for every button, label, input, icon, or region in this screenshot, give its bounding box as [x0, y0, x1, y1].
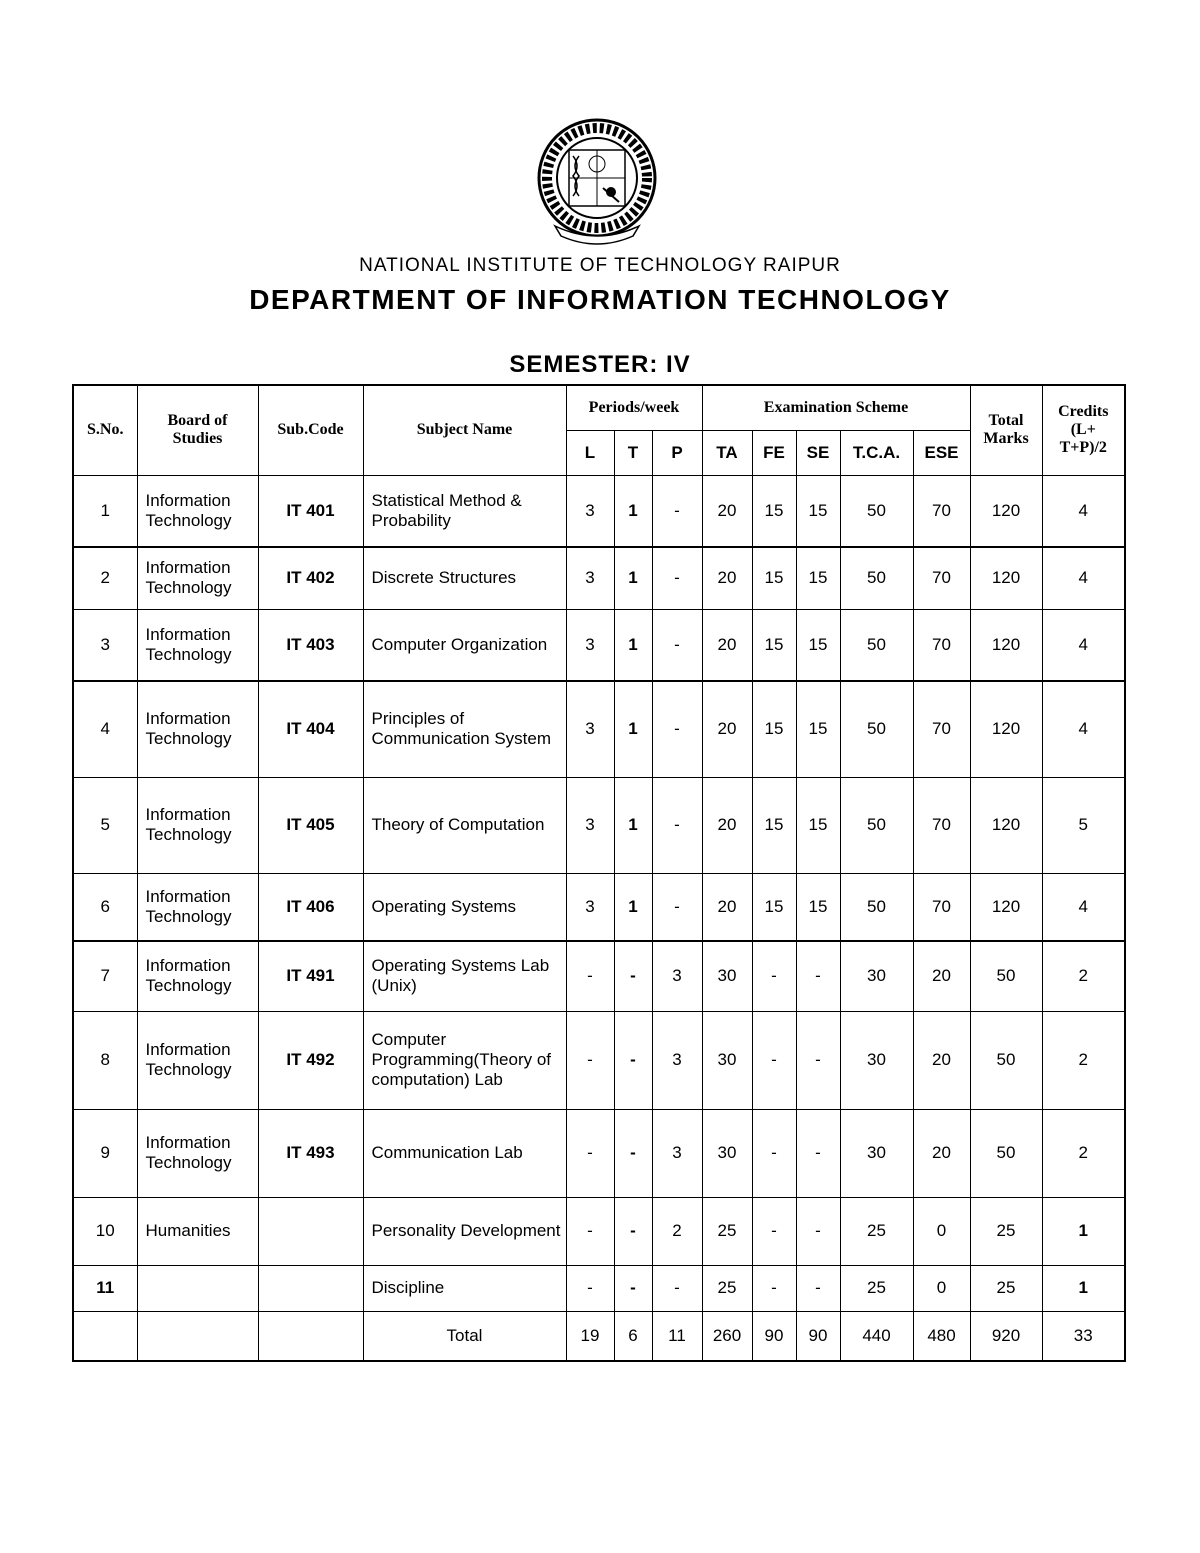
- cell-code: IT 491: [258, 941, 363, 1011]
- cell-t: -: [614, 1109, 652, 1197]
- cell-sno: 2: [73, 547, 137, 609]
- cell-code: [258, 1265, 363, 1311]
- cell-board: Information Technology: [137, 547, 258, 609]
- cell-se: -: [796, 941, 840, 1011]
- cell-fe: -: [752, 1109, 796, 1197]
- cell-tca: 50: [840, 681, 913, 777]
- cell-tca: 30: [840, 1011, 913, 1109]
- cell-board: Information Technology: [137, 941, 258, 1011]
- cell-ta: 30: [702, 1109, 752, 1197]
- cell-tca: 30: [840, 941, 913, 1011]
- cell-credits: 2: [1042, 1011, 1125, 1109]
- cell-sno: 3: [73, 609, 137, 681]
- cell-total: 120: [970, 547, 1042, 609]
- cell-sno: 11: [73, 1265, 137, 1311]
- cell-total: 50: [970, 941, 1042, 1011]
- cell-name: Operating Systems Lab (Unix): [363, 941, 566, 1011]
- cell-se: 15: [796, 777, 840, 873]
- cell-ta: 25: [702, 1197, 752, 1265]
- cell-t: -: [614, 1197, 652, 1265]
- cell-tca: 50: [840, 547, 913, 609]
- total-row: [73, 1311, 1125, 1361]
- total-ese: 480: [913, 1311, 970, 1361]
- cell-ese: 20: [913, 1109, 970, 1197]
- cell-sno: 4: [73, 681, 137, 777]
- header-se: SE: [796, 430, 840, 475]
- cell-sno: 8: [73, 1011, 137, 1109]
- cell-name: Discrete Structures: [363, 547, 566, 609]
- cell-l: -: [566, 941, 614, 1011]
- cell-total: 50: [970, 1109, 1042, 1197]
- cell-code: IT 493: [258, 1109, 363, 1197]
- cell-board: Information Technology: [137, 475, 258, 547]
- semester-title: SEMESTER: IV: [509, 351, 691, 378]
- cell-tca: 50: [840, 475, 913, 547]
- cell-l: 3: [566, 777, 614, 873]
- total-label: Total: [363, 1311, 566, 1361]
- header-t: T: [614, 430, 652, 475]
- cell-name: Personality Development: [363, 1197, 566, 1265]
- cell-name: Discipline: [363, 1265, 566, 1311]
- cell-ta: 25: [702, 1265, 752, 1311]
- cell-board: [137, 1265, 258, 1311]
- header-exam-scheme: Examination Scheme: [702, 385, 970, 430]
- cell-l: 3: [566, 681, 614, 777]
- cell-p: 3: [652, 1109, 702, 1197]
- cell-tca: 25: [840, 1265, 913, 1311]
- cell-sno: 1: [73, 475, 137, 547]
- cell-ta: 20: [702, 547, 752, 609]
- cell-total: 120: [970, 609, 1042, 681]
- header-credits: Credits (L+ T+P)/2: [1042, 385, 1125, 475]
- cell-fe: -: [752, 1197, 796, 1265]
- cell-p: -: [652, 1265, 702, 1311]
- cell-code: IT 405: [258, 777, 363, 873]
- cell-credits: 1: [1042, 1265, 1125, 1311]
- cell-se: -: [796, 1265, 840, 1311]
- header-subject-name: Subject Name: [363, 385, 566, 475]
- table-row: [73, 873, 1125, 941]
- cell-name: Statistical Method & Probability: [363, 475, 566, 547]
- scheme-table: [72, 384, 1126, 1362]
- table-body: [73, 475, 1125, 1361]
- cell-sno: 9: [73, 1109, 137, 1197]
- cell-ta: 20: [702, 475, 752, 547]
- cell-p: -: [652, 547, 702, 609]
- cell-fe: 15: [752, 777, 796, 873]
- header-periods: Periods/week: [566, 385, 702, 430]
- cell-t: -: [614, 1265, 652, 1311]
- cell-ese: 70: [913, 873, 970, 941]
- cell-ese: 20: [913, 941, 970, 1011]
- cell-se: 15: [796, 475, 840, 547]
- cell-se: 15: [796, 681, 840, 777]
- cell-code: IT 401: [258, 475, 363, 547]
- header-ese: ESE: [913, 430, 970, 475]
- cell-fe: 15: [752, 873, 796, 941]
- cell-total: 25: [970, 1197, 1042, 1265]
- cell-name: Computer Organization: [363, 609, 566, 681]
- cell-credits: 5: [1042, 777, 1125, 873]
- cell-l: -: [566, 1011, 614, 1109]
- cell-se: -: [796, 1109, 840, 1197]
- cell-t: 1: [614, 547, 652, 609]
- cell-tca: 50: [840, 609, 913, 681]
- cell-code: IT 402: [258, 547, 363, 609]
- cell-se: -: [796, 1197, 840, 1265]
- empty-cell: [73, 1311, 137, 1361]
- cell-sno: 6: [73, 873, 137, 941]
- cell-sno: 5: [73, 777, 137, 873]
- total-tca: 440: [840, 1311, 913, 1361]
- cell-se: -: [796, 1011, 840, 1109]
- cell-board: Information Technology: [137, 1011, 258, 1109]
- cell-code: IT 406: [258, 873, 363, 941]
- cell-fe: 15: [752, 609, 796, 681]
- table-row: [73, 609, 1125, 681]
- total-se: 90: [796, 1311, 840, 1361]
- cell-l: 3: [566, 609, 614, 681]
- cell-ta: 20: [702, 681, 752, 777]
- cell-t: 1: [614, 873, 652, 941]
- table-row: [73, 777, 1125, 873]
- table-row: [73, 547, 1125, 609]
- cell-t: 1: [614, 609, 652, 681]
- table-row: [73, 1011, 1125, 1109]
- cell-board: Information Technology: [137, 777, 258, 873]
- cell-total: 50: [970, 1011, 1042, 1109]
- header-ta: TA: [702, 430, 752, 475]
- total-t: 6: [614, 1311, 652, 1361]
- cell-ta: 20: [702, 777, 752, 873]
- cell-l: -: [566, 1265, 614, 1311]
- cell-credits: 4: [1042, 475, 1125, 547]
- table-row: [73, 941, 1125, 1011]
- total-p: 11: [652, 1311, 702, 1361]
- department-name: DEPARTMENT OF INFORMATION TECHNOLOGY: [249, 284, 951, 315]
- cell-l: 3: [566, 547, 614, 609]
- cell-total: 120: [970, 681, 1042, 777]
- cell-code: IT 404: [258, 681, 363, 777]
- cell-board: Humanities: [137, 1197, 258, 1265]
- institute-name: NATIONAL INSTITUTE OF TECHNOLOGY RAIPUR: [359, 255, 841, 276]
- empty-cell: [258, 1311, 363, 1361]
- cell-credits: 4: [1042, 873, 1125, 941]
- cell-tca: 25: [840, 1197, 913, 1265]
- cell-name: Computer Programming(Theory of computation) Lab: [363, 1011, 566, 1109]
- cell-ese: 20: [913, 1011, 970, 1109]
- cell-credits: 4: [1042, 547, 1125, 609]
- cell-credits: 2: [1042, 941, 1125, 1011]
- header-p: P: [652, 430, 702, 475]
- cell-ta: 30: [702, 1011, 752, 1109]
- table-row: [73, 681, 1125, 777]
- header-tca: T.C.A.: [840, 430, 913, 475]
- empty-cell: [137, 1311, 258, 1361]
- table-row: [73, 1265, 1125, 1311]
- cell-t: 1: [614, 475, 652, 547]
- cell-p: -: [652, 609, 702, 681]
- table-row: [73, 1197, 1125, 1265]
- cell-t: 1: [614, 681, 652, 777]
- cell-se: 15: [796, 609, 840, 681]
- cell-se: 15: [796, 547, 840, 609]
- cell-code: IT 403: [258, 609, 363, 681]
- cell-ese: 0: [913, 1265, 970, 1311]
- institute-seal-logo: [533, 116, 661, 252]
- cell-p: -: [652, 873, 702, 941]
- header-total-marks: Total Marks: [970, 385, 1042, 475]
- cell-se: 15: [796, 873, 840, 941]
- header-code: Sub.Code: [258, 385, 363, 475]
- cell-ta: 20: [702, 609, 752, 681]
- cell-ese: 70: [913, 609, 970, 681]
- total-l: 19: [566, 1311, 614, 1361]
- cell-p: 3: [652, 941, 702, 1011]
- total-total: 920: [970, 1311, 1042, 1361]
- cell-sno: 10: [73, 1197, 137, 1265]
- cell-ese: 70: [913, 681, 970, 777]
- header-l: L: [566, 430, 614, 475]
- cell-name: Operating Systems: [363, 873, 566, 941]
- cell-tca: 50: [840, 873, 913, 941]
- cell-ese: 70: [913, 777, 970, 873]
- cell-fe: 15: [752, 547, 796, 609]
- header-fe: FE: [752, 430, 796, 475]
- cell-l: 3: [566, 475, 614, 547]
- cell-name: Principles of Communication System: [363, 681, 566, 777]
- cell-credits: 4: [1042, 609, 1125, 681]
- cell-p: -: [652, 475, 702, 547]
- cell-sno: 7: [73, 941, 137, 1011]
- cell-credits: 1: [1042, 1197, 1125, 1265]
- cell-fe: -: [752, 1011, 796, 1109]
- cell-code: IT 492: [258, 1011, 363, 1109]
- table-row: [73, 1109, 1125, 1197]
- cell-board: Information Technology: [137, 1109, 258, 1197]
- cell-p: 3: [652, 1011, 702, 1109]
- cell-total: 120: [970, 777, 1042, 873]
- cell-fe: 15: [752, 475, 796, 547]
- cell-ta: 30: [702, 941, 752, 1011]
- cell-tca: 50: [840, 777, 913, 873]
- cell-p: -: [652, 681, 702, 777]
- cell-board: Information Technology: [137, 681, 258, 777]
- header-sno: S.No.: [73, 385, 137, 475]
- total-ta: 260: [702, 1311, 752, 1361]
- cell-board: Information Technology: [137, 609, 258, 681]
- cell-ese: 70: [913, 475, 970, 547]
- cell-board: Information Technology: [137, 873, 258, 941]
- cell-credits: 2: [1042, 1109, 1125, 1197]
- cell-t: -: [614, 1011, 652, 1109]
- table-row: [73, 475, 1125, 547]
- cell-name: Communication Lab: [363, 1109, 566, 1197]
- cell-ta: 20: [702, 873, 752, 941]
- total-credits: 33: [1042, 1311, 1125, 1361]
- cell-ese: 0: [913, 1197, 970, 1265]
- cell-l: 3: [566, 873, 614, 941]
- header-board: Board of Studies: [137, 385, 258, 475]
- cell-p: 2: [652, 1197, 702, 1265]
- total-fe: 90: [752, 1311, 796, 1361]
- cell-total: 120: [970, 873, 1042, 941]
- cell-fe: -: [752, 1265, 796, 1311]
- cell-p: -: [652, 777, 702, 873]
- cell-code: [258, 1197, 363, 1265]
- cell-fe: -: [752, 941, 796, 1011]
- cell-l: -: [566, 1109, 614, 1197]
- cell-tca: 30: [840, 1109, 913, 1197]
- cell-name: Theory of Computation: [363, 777, 566, 873]
- cell-credits: 4: [1042, 681, 1125, 777]
- cell-t: 1: [614, 777, 652, 873]
- cell-total: 120: [970, 475, 1042, 547]
- cell-t: -: [614, 941, 652, 1011]
- cell-fe: 15: [752, 681, 796, 777]
- cell-total: 25: [970, 1265, 1042, 1311]
- cell-l: -: [566, 1197, 614, 1265]
- cell-ese: 70: [913, 547, 970, 609]
